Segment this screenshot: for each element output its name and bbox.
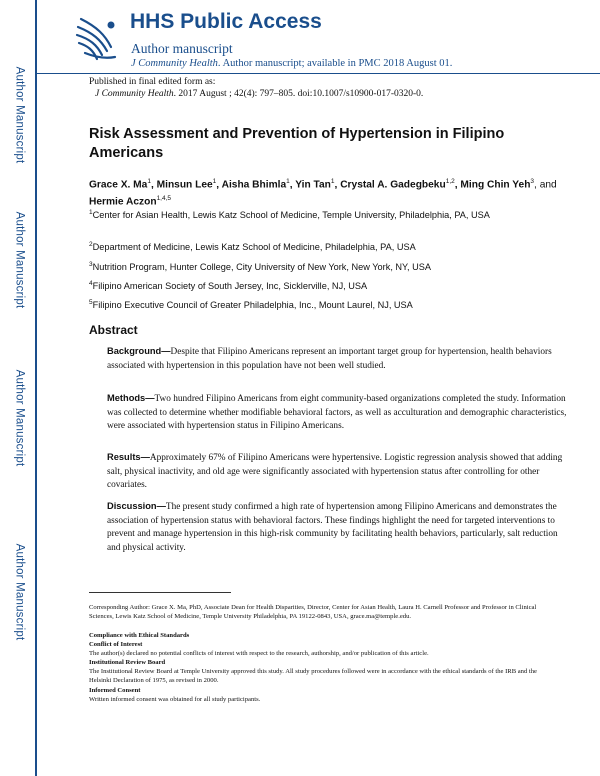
affiliation: $^2$Department of Medicine, Lewis Katz School of Medicine, Philadelphia, PA, USA [89,241,416,253]
author: Minsun Lee [156,179,213,191]
sidebar-label-author-manuscript: Author Manuscript [13,369,26,467]
abstract-heading: Abstract [89,323,138,337]
author: Aisha Bhimla [221,179,287,191]
consent-text: Written informed consent was obtained for all study participants. [89,696,261,703]
consent-heading: Informed Consent [89,687,141,694]
citation-details: . 2017 August ; 42(4): 797–805. doi:10.1007/s10900-017-0320-0. [173,89,424,99]
author: Grace X. Ma [89,179,148,191]
article-title: Risk Assessment and Prevention of Hypertension in Filipino Americans [89,126,505,161]
abstract-results: Results—Approximately 67% of Filipino Americans were hypertensive. Logistic regression analysis showed that adding salt, physical inactivity, and old age were significantly associated with hypertension status after controlling for other covariates. [107,452,563,490]
conflict-text: The author(s) declared no potential conflicts of interest with respect to the research, authorship, and/or publication of this article. [89,650,429,657]
journal-name: J Community Health [131,58,218,69]
sidebar-label-author-manuscript: Author Manuscript [13,543,26,641]
affiliation: $^3$Nutrition Program, Hunter College, City University of New York, New York, NY, USA [89,261,431,273]
author-list: Grace X. Ma$^1$, Minsun Lee$^1$, Aisha Bhimla$^1$, Yin Tan$^1$, Crystal A. Gadegbeku$^{1,2}$, Ming Chin Yeh$^3$, and Hermie Aczon$^{1,4,5}$ [89,178,557,208]
sidebar-label-author-manuscript: Author Manuscript [13,211,26,309]
affiliation: $^5$Filipino Executive Council of Greater Philadelphia, Inc., Mount Laurel, NJ, USA [89,299,413,311]
irb-text: The Institutional Review Board at Temple University approved this study. All study procedures followed were in accordance with the ethical standards of the IRB and the Helsinki Declaration of 1975, as revised in 2000. [89,668,537,684]
affiliation: $^4$Filipino American Society of South Jersey, Inc, Sicklerville, NJ, USA [89,280,368,292]
header-rule [36,73,600,74]
availability-text: . Author manuscript; available in PMC 2018 August 01. [217,58,453,69]
sidebar-label-author-manuscript: Author Manuscript [13,66,26,164]
citation-journal: J Community Health [95,89,174,99]
author: Crystal A. Gadegbeku [340,179,446,191]
abstract-methods: Methods—Two hundred Filipino Americans from eight community-based organizations completed the study. Information was collected to determine whether modifiable behavioral factors, as well as acculturation and demographic characteristics, were associated with hypertension status in Filipino Americans. [107,393,567,431]
conflict-heading: Conflict of Interest [89,641,143,648]
author: Yin Tan [295,179,331,191]
corresponding-author-note: Corresponding Author: Grace X. Ma, PhD, Associate Dean for Health Disparities, Director, Center for Asian Health, Laura H. Carnell Professor and Professor in Clinical Sciences, Lewis Katz School of Medicine, Temple University Philadelphia, PA 19122-0843, USA, grace.ma@temple.edu. [89,604,537,620]
abstract-background: Background—Despite that Filipino Americans represent an important target group for hypertension, health behaviors associated with hypertension in this population have not been well studied. [107,346,552,371]
journal-availability [131,58,452,69]
hhs-eagle-logo-icon [75,13,119,65]
author-manuscript-subtitle: Author manuscript [131,41,233,56]
affiliation: $^1$Center for Asian Health, Lewis Katz School of Medicine, Temple University, Philadelphia, PA, USA [89,209,490,221]
hhs-public-access-title: HHS Public Access [130,10,322,33]
compliance-heading: Compliance with Ethical Standards [89,632,190,639]
author: Hermie Aczon [89,196,157,208]
footnote-rule [89,592,231,593]
citation [95,89,423,99]
author: Ming Chin Yeh [460,179,531,191]
published-label: Published in final edited form as: [89,77,216,87]
abstract-discussion: Discussion—The present study confirmed a high rate of hypertension among Filipino Americans and demonstrates the association of hypertension status with behavioral factors. These findings highlight the need for targeted interventions to prevent and manage hypertension in this high-risk community by facilitating health behaviors, particularly, salt reduction and physical activity. [107,501,558,553]
irb-heading: Institutional Review Board [89,659,166,666]
